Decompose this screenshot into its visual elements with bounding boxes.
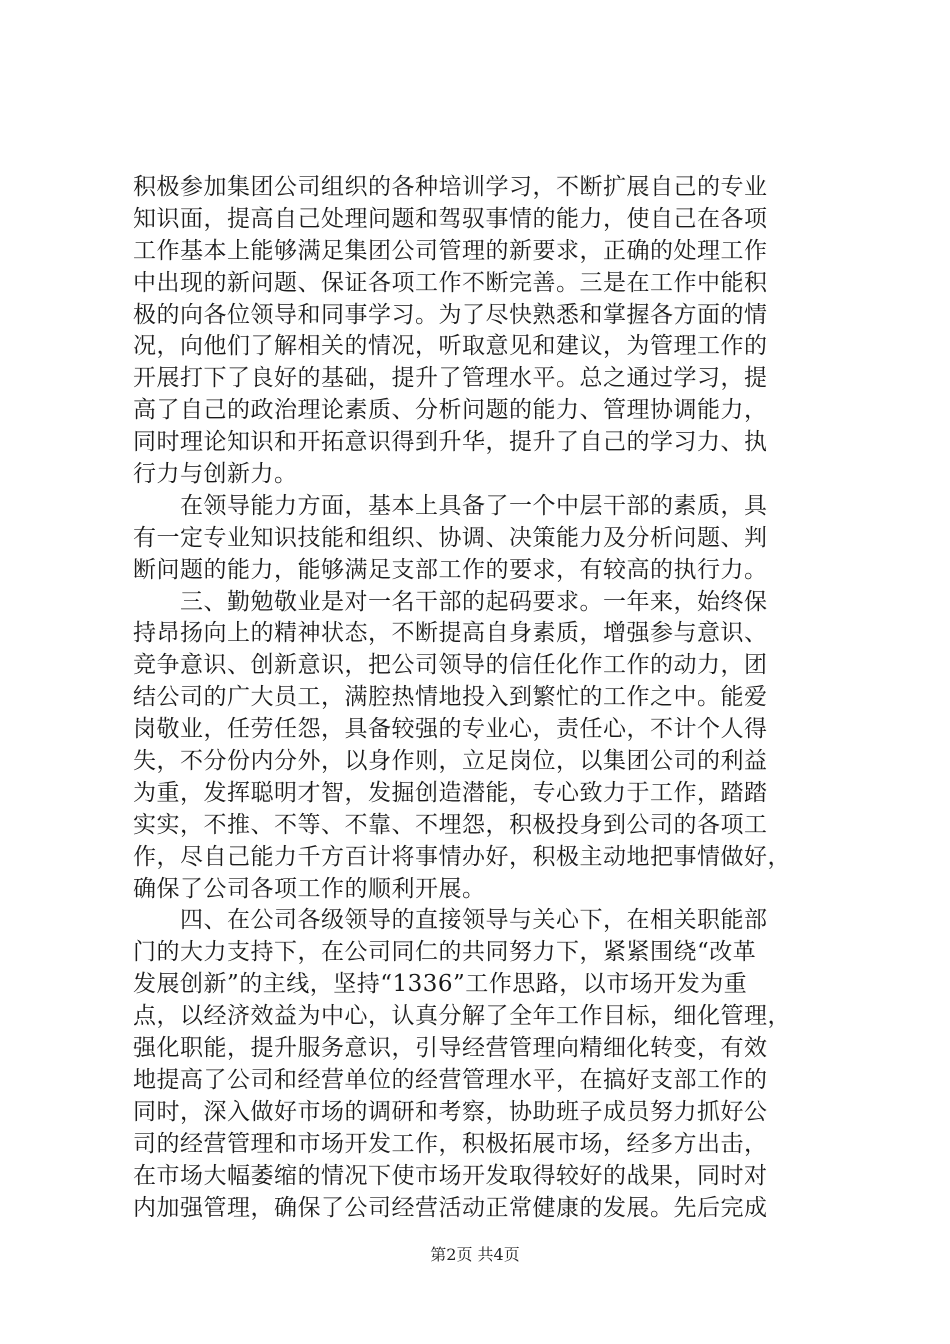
text-line: 作，尽自己能力千方百计将事情办好，积极主动地把事情做好， xyxy=(133,843,791,870)
text-line: 行力与创新力。 xyxy=(133,461,298,488)
text-line: 极的向各位领导和同事学习。为了尽快熟悉和掌握各方面的情 xyxy=(133,301,768,328)
text-line: 为重，发挥聪明才智，发掘创造潜能，专心致力于工作，踏踏 xyxy=(133,779,768,806)
text-line: 高了自己的政治理论素质、分析问题的能力、管理协调能力， xyxy=(133,397,768,424)
text-line: 门的大力支持下，在公司同仁的共同努力下，紧紧围绕“改革 xyxy=(133,939,757,966)
text-line: 同时，深入做好市场的调研和考察，协助班子成员努力抓好公 xyxy=(133,1098,768,1125)
text-line: 失，不分份内分外，以身作则，立足岗位，以集团公司的利益 xyxy=(133,748,768,775)
text-line: 内加强管理，确保了公司经营活动正常健康的发展。先后完成 xyxy=(133,1194,768,1221)
text-line: 况，向他们了解相关的情况，听取意见和建议，为管理工作的 xyxy=(133,333,768,360)
text-line: 地提高了公司和经营单位的经营管理水平，在搞好支部工作的 xyxy=(133,1066,768,1093)
text-line: 开展打下了良好的基础，提升了管理水平。总之通过学习，提 xyxy=(133,365,768,392)
text-line: 工作基本上能够满足集团公司管理的新要求，正确的处理工作 xyxy=(133,237,768,264)
text-line: 有一定专业知识技能和组织、协调、决策能力及分析问题、判 xyxy=(133,524,768,551)
text-line: 发展创新”的主线，坚持“1336”工作思路，以市场开发为重 xyxy=(133,971,748,998)
text-line: 结公司的广大员工，满腔热情地投入到繁忙的工作之中。能爱 xyxy=(133,684,768,711)
text-line: 岗敬业，任劳任怨，具备较强的专业心，责任心，不计个人得 xyxy=(133,716,768,743)
text-line: 司的经营管理和市场开发工作，积极拓展市场，经多方出击， xyxy=(133,1130,768,1157)
page-footer: 第2页 共4页 xyxy=(430,1245,520,1264)
text-line: 知识面，提高自己处理问题和驾驭事情的能力，使自己在各项 xyxy=(133,205,768,232)
text-line: 三、勤勉敬业是对一名干部的起码要求。一年来，始终保 xyxy=(133,588,768,615)
text-line: 实实，不推、不等、不靠、不埋怨，积极投身到公司的各项工 xyxy=(133,811,768,838)
text-line: 点，以经济效益为中心，认真分解了全年工作目标，细化管理， xyxy=(133,1003,791,1030)
document-body xyxy=(133,172,833,1224)
text-line: 四、在公司各级领导的直接领导与关心下，在相关职能部 xyxy=(133,907,768,934)
text-line: 同时理论知识和开拓意识得到升华，提升了自己的学习力、执 xyxy=(133,429,768,456)
text-line: 在领导能力方面，基本上具备了一个中层干部的素质，具 xyxy=(133,492,768,519)
text-line: 竞争意识、创新意识，把公司领导的信任化作工作的动力，团 xyxy=(133,652,768,679)
text-line: 在市场大幅萎缩的情况下使市场开发取得较好的战果，同时对 xyxy=(133,1162,768,1189)
text-line: 确保了公司各项工作的顺利开展。 xyxy=(133,875,486,902)
text-line: 中出现的新问题、保证各项工作不断完善。三是在工作中能积 xyxy=(133,269,768,296)
text-line: 断问题的能力，能够满足支部工作的要求，有较高的执行力。 xyxy=(133,556,768,583)
text-line: 积极参加集团公司组织的各种培训学习，不断扩展自己的专业 xyxy=(133,174,768,200)
text-line: 持昂扬向上的精神状态，不断提高自身素质，增强参与意识、 xyxy=(133,620,768,647)
text-line: 强化职能，提升服务意识，引导经营管理向精细化转变，有效 xyxy=(133,1035,768,1062)
